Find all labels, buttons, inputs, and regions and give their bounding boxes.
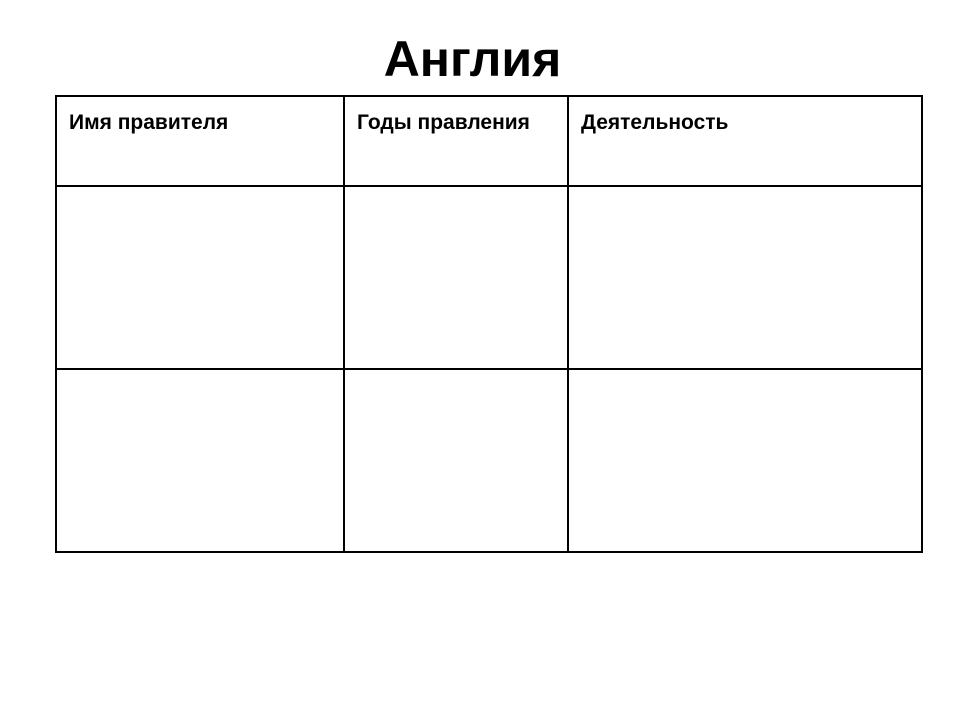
table-cell[interactable] [568, 186, 922, 369]
slide-title: Англия [383, 31, 562, 87]
table-cell[interactable] [56, 369, 344, 552]
rulers-table [55, 95, 923, 553]
table-row [56, 369, 922, 552]
table-header-row [56, 96, 922, 186]
table-cell[interactable] [344, 186, 568, 369]
header-ruler-name: Имя правителя [56, 96, 344, 186]
table-cell[interactable] [56, 186, 344, 369]
header-activity: Деятельность [568, 96, 922, 186]
table-cell[interactable] [344, 369, 568, 552]
table-cell[interactable] [568, 369, 922, 552]
header-reign-years: Годы правления [344, 96, 568, 186]
table-row [56, 186, 922, 369]
